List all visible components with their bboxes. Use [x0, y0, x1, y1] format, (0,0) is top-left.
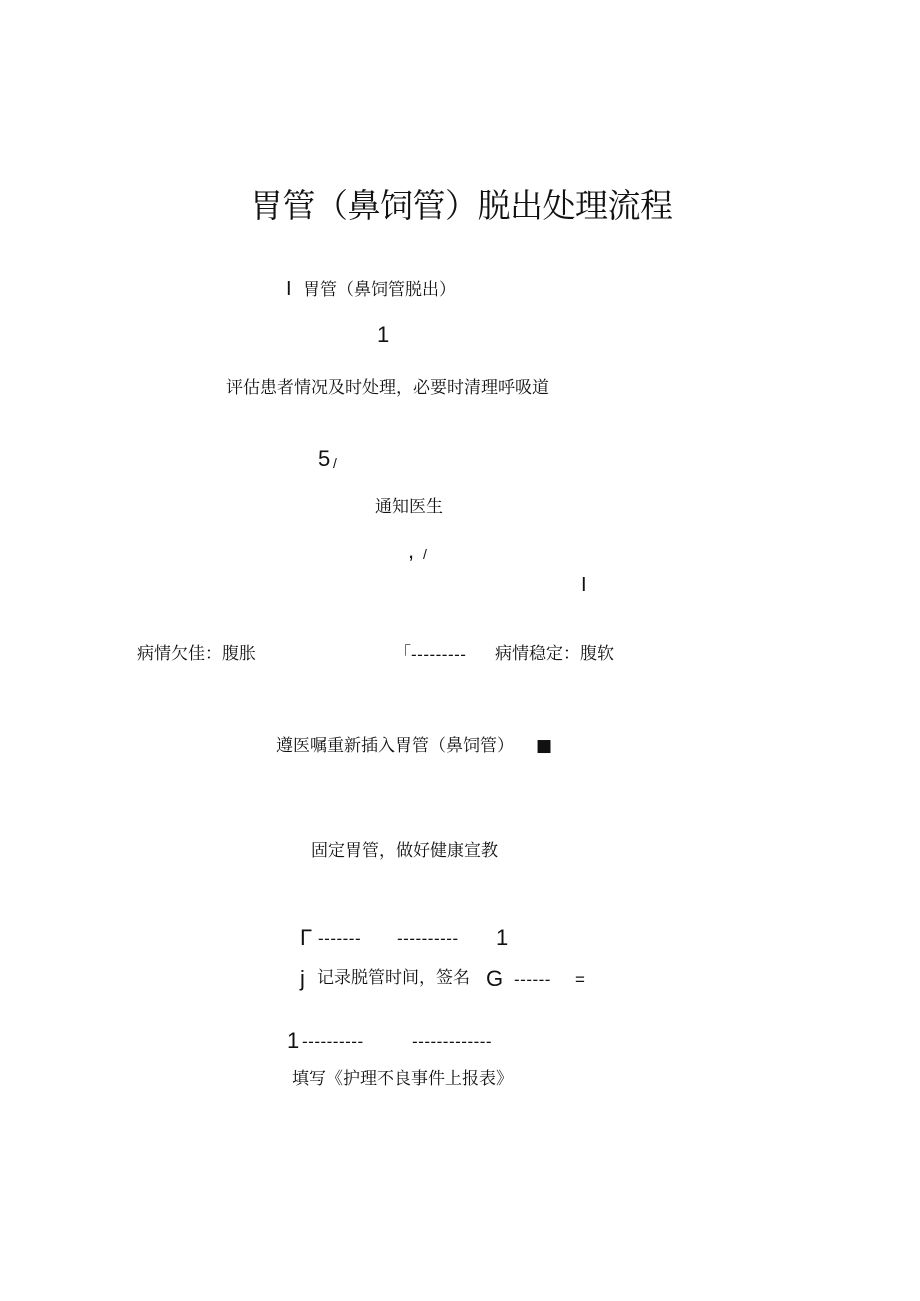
flow-mark-comma: ,	[408, 538, 415, 563]
step-condition-stable: 病情稳定：腹软	[495, 644, 614, 664]
step-fix-educate: 固定胃管，做好健康宣教	[311, 841, 498, 861]
record-box-top-end: 1	[496, 925, 509, 950]
step-report: 填写《护理不良事件上报表》	[292, 1069, 513, 1089]
step-assess: 评估患者情况及时处理，必要时清理呼吸道	[226, 378, 549, 398]
flow-mark-bar: I	[581, 574, 587, 596]
record-box-bottom-dashes-a: ----------	[302, 1032, 364, 1051]
flow-mark-1: 1	[377, 322, 390, 347]
step-notify: 通知医生	[375, 497, 443, 517]
flow-mark-5-tick: /	[333, 455, 337, 471]
step-start: 胃管（鼻饲管脱出）	[303, 280, 456, 300]
record-box-top-corner: Γ	[300, 925, 313, 950]
condition-bracket: 「	[394, 644, 411, 664]
flow-mark-comma-tick: /	[423, 546, 427, 562]
record-box-eq: =	[575, 970, 586, 989]
step-reinsert: 遵医嘱重新插入胃管（鼻饲管）	[276, 736, 514, 756]
flow-mark-start: I	[286, 278, 292, 300]
step-record: 记录脱管时间，签名	[317, 968, 470, 988]
reinsert-square-mark: ■	[536, 736, 553, 756]
record-box-g-mark: G	[486, 966, 504, 991]
record-box-right-dashes: ------	[514, 970, 551, 989]
condition-connector: ---------	[411, 645, 467, 664]
record-box-bottom-start: 1	[287, 1028, 300, 1053]
record-box-top-dashes-b: ----------	[397, 929, 459, 948]
step-condition-bad: 病情欠佳：腹胀	[137, 644, 256, 664]
record-box-bottom-dashes-b: -------------	[412, 1032, 493, 1051]
flow-mark-5: 5	[318, 446, 331, 471]
record-box-left-mark: j	[300, 966, 305, 991]
record-box-top-dashes-a: -------	[318, 929, 362, 948]
page-title: 胃管（鼻饲管）脱出处理流程	[250, 186, 673, 225]
